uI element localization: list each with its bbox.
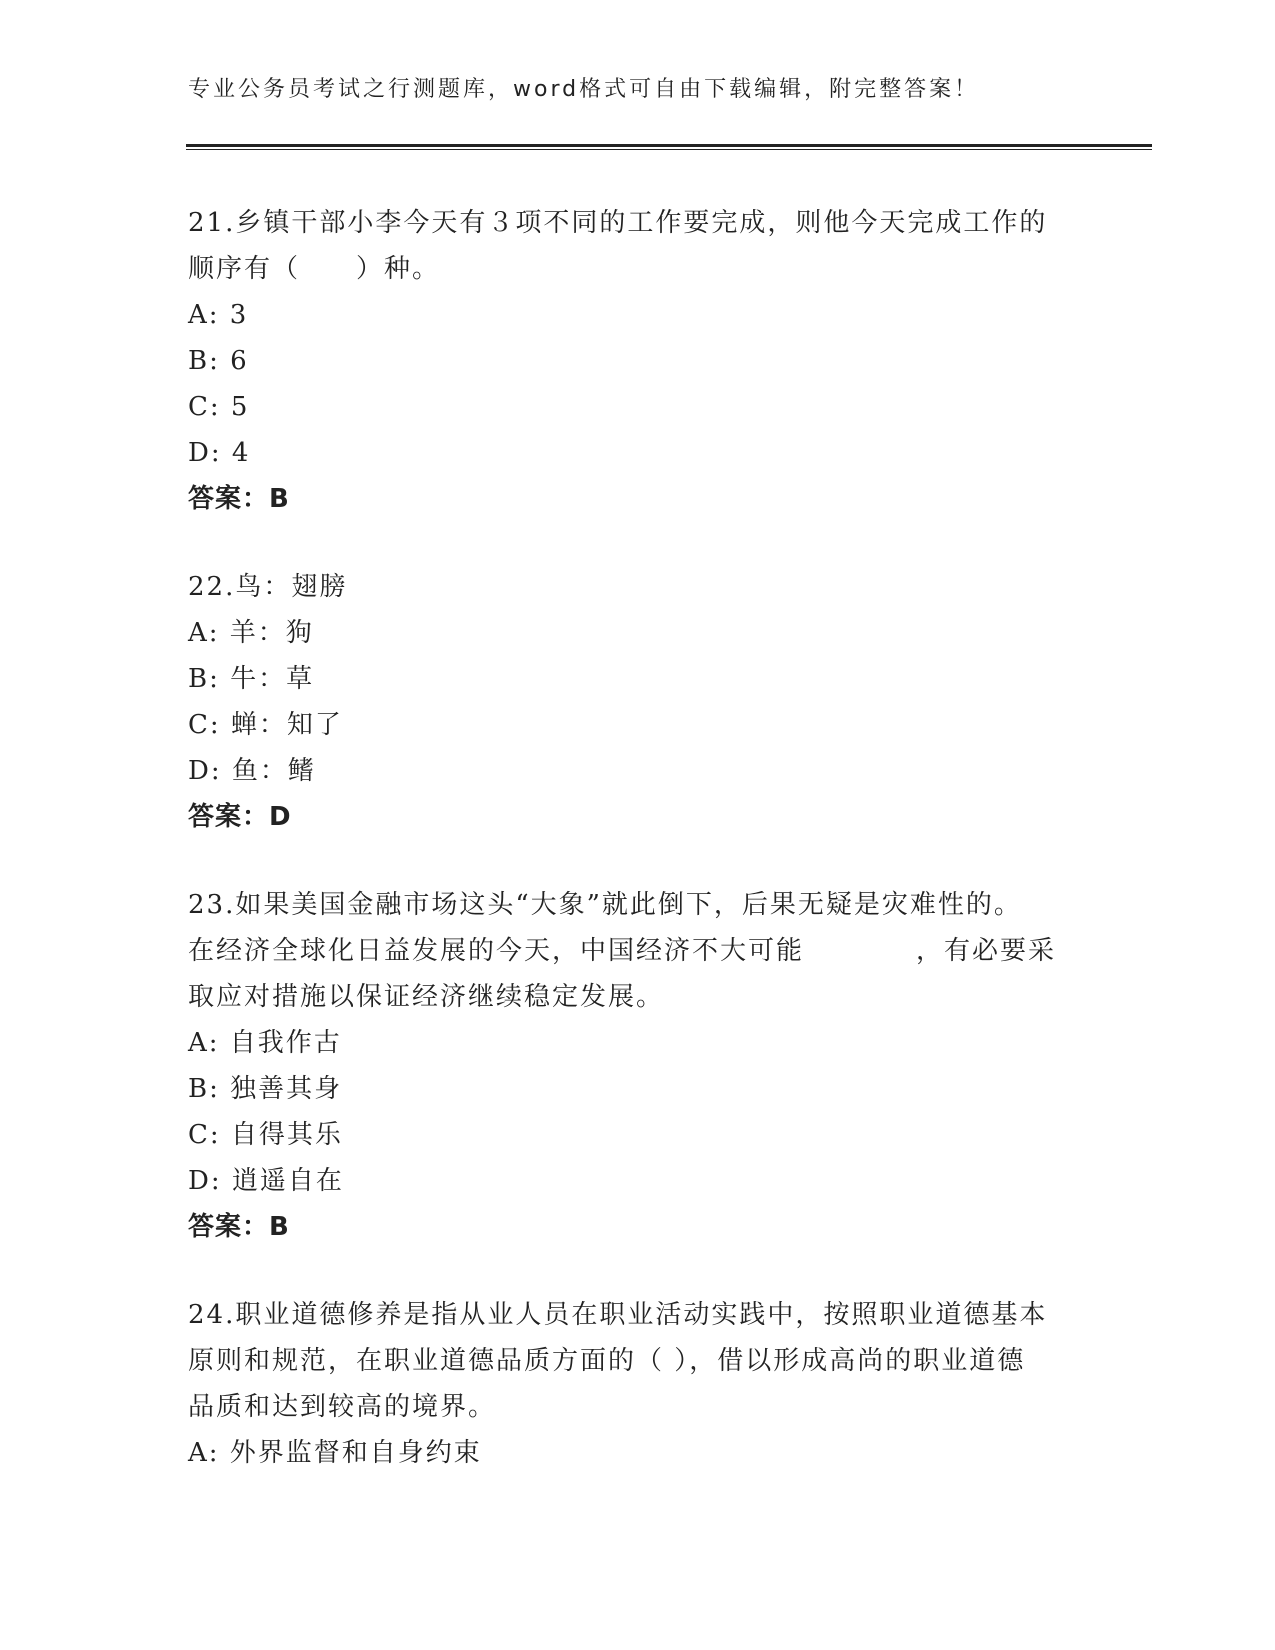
question-text-line: 取应对措施以保证经济继续稳定发展。: [188, 982, 665, 1012]
question-22: [188, 564, 1088, 840]
header-rule-thin: [186, 149, 1152, 150]
option-c: C: 5: [188, 392, 250, 422]
option-a: A: 自我作古: [188, 1028, 342, 1058]
option-c: C: 蝉：知了: [188, 710, 343, 740]
option-a: A: 外界监督和自身约束: [188, 1438, 482, 1468]
option-a: A: 3: [188, 300, 249, 330]
question-21: [188, 200, 1088, 522]
question-text-line: 23.如果美国金融市场这头“大象”就此倒下，后果无疑是灾难性的。: [188, 890, 1022, 920]
question-text-line: 22.鸟：翅膀: [188, 572, 348, 602]
header-rule-thick: [186, 144, 1152, 147]
question-text-line: 24.职业道德修养是指从业人员在职业活动实践中，按照职业道德基本: [188, 1300, 1048, 1330]
option-c: C: 自得其乐: [188, 1120, 343, 1150]
question-text-line: 顺序有（ ）种。: [188, 254, 441, 284]
option-a: A: 羊：狗: [188, 618, 314, 648]
question-24: [188, 1292, 1088, 1476]
answer-text: 答案：B: [188, 1212, 290, 1242]
option-b: B: 牛：草: [188, 664, 315, 694]
option-d: D: 鱼：鳍: [188, 756, 316, 786]
question-23: [188, 882, 1088, 1250]
answer-text: 答案：B: [188, 484, 290, 514]
option-b: B: 独善其身: [188, 1074, 343, 1104]
question-text-line: 21.乡镇干部小李今天有３项不同的工作要完成，则他今天完成工作的: [188, 208, 1048, 238]
option-d: D: 逍遥自在: [188, 1166, 344, 1196]
option-b: B: 6: [188, 346, 249, 376]
question-list: [188, 200, 1088, 1476]
question-text-line: 在经济全球化日益发展的今天，中国经济不大可能 ，有必要采: [188, 936, 1057, 966]
answer-text: 答案：D: [188, 802, 292, 832]
question-text-line: 品质和达到较高的境界。: [188, 1392, 497, 1422]
option-d: D: 4: [188, 438, 251, 468]
page-header: 专业公务员考试之行测题库，word格式可自由下载编辑，附完整答案！: [188, 77, 980, 102]
question-text-line: 原则和规范，在职业道德品质方面的（ ），借以形成高尚的职业道德: [188, 1346, 1026, 1376]
